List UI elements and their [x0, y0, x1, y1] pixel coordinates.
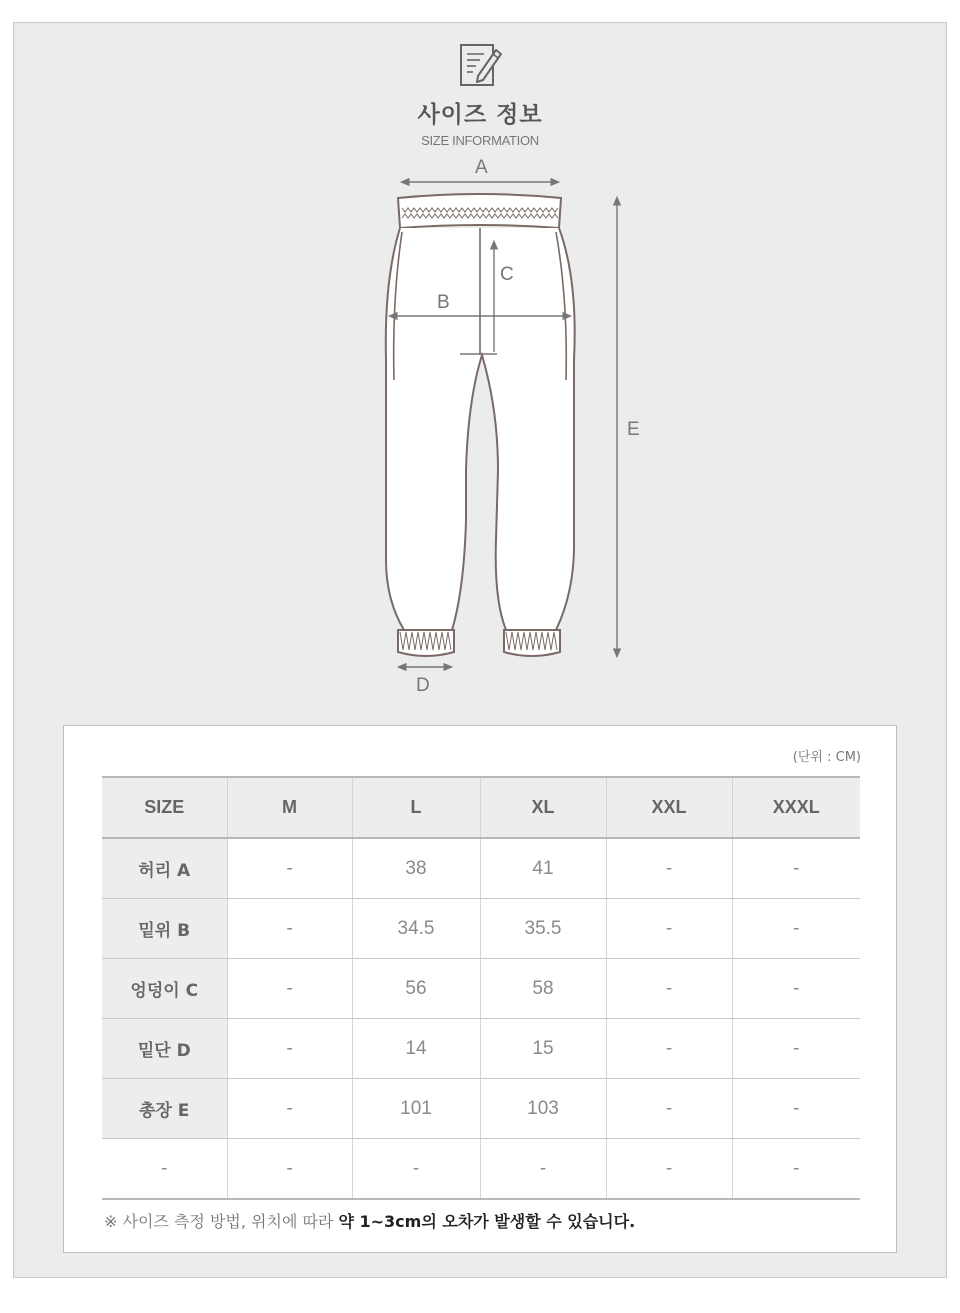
table-cell: - — [606, 899, 732, 959]
row-label: 밑위 B — [102, 899, 227, 959]
column-header: XL — [480, 777, 606, 838]
row-label: 총장 E — [102, 1079, 227, 1139]
pants-diagram — [0, 150, 960, 710]
table-cell: - — [227, 1019, 352, 1079]
column-header: M — [227, 777, 352, 838]
page-subtitle: SIZE INFORMATION — [421, 133, 539, 148]
table-cell: - — [732, 1019, 860, 1079]
unit-label: (단위 : CM) — [792, 750, 861, 765]
table-row — [102, 899, 860, 959]
table-cell: 35.5 — [480, 899, 606, 959]
table-cell: 34.5 — [352, 899, 480, 959]
table-cell: 15 — [480, 1019, 606, 1079]
table-cell: 103 — [480, 1079, 606, 1139]
table-cell: - — [732, 1079, 860, 1139]
table-row — [102, 1139, 860, 1200]
measurement-note — [104, 1209, 635, 1232]
table-cell: - — [480, 1139, 606, 1200]
page-title: 사이즈 정보 — [417, 102, 543, 128]
note-emphasis: 약 1~3cm의 오차가 발생할 수 있습니다. — [338, 1212, 636, 1231]
note-prefix: ※ 사이즈 측정 방법, 위치에 따라 — [104, 1212, 339, 1231]
table-cell: - — [606, 838, 732, 899]
measure-label-b: B — [437, 292, 450, 313]
table-row — [102, 838, 860, 899]
table-cell: - — [227, 899, 352, 959]
table-cell: - — [227, 1079, 352, 1139]
edit-document-icon — [458, 42, 504, 88]
table-cell: 58 — [480, 959, 606, 1019]
size-table — [102, 776, 860, 1200]
table-cell: - — [606, 959, 732, 1019]
table-cell: - — [606, 1139, 732, 1200]
measure-label-c: C — [500, 264, 514, 285]
table-cell: 56 — [352, 959, 480, 1019]
table-cell: 41 — [480, 838, 606, 899]
table-cell: - — [227, 1139, 352, 1200]
table-cell: - — [732, 838, 860, 899]
table-cell: - — [732, 1139, 860, 1200]
row-label: 엉덩이 C — [102, 959, 227, 1019]
table-cell: - — [732, 959, 860, 1019]
table-cell: - — [352, 1139, 480, 1200]
row-label: 허리 A — [102, 838, 227, 899]
table-cell: 101 — [352, 1079, 480, 1139]
column-header: L — [352, 777, 480, 838]
table-cell: - — [606, 1019, 732, 1079]
column-header: XXXL — [732, 777, 860, 838]
measure-label-a: A — [475, 157, 488, 178]
measure-label-e: E — [627, 419, 640, 440]
table-cell: - — [227, 838, 352, 899]
table-cell: 14 — [352, 1019, 480, 1079]
column-header: XXL — [606, 777, 732, 838]
table-row — [102, 1079, 860, 1139]
table-cell: - — [732, 899, 860, 959]
table-cell: - — [606, 1079, 732, 1139]
measure-label-d: D — [416, 675, 430, 696]
column-header: SIZE — [102, 777, 227, 838]
row-label: 밑단 D — [102, 1019, 227, 1079]
row-label: - — [102, 1139, 227, 1200]
size-table-panel — [63, 725, 897, 1253]
table-header-row — [102, 777, 860, 838]
table-row — [102, 959, 860, 1019]
table-cell: 38 — [352, 838, 480, 899]
table-row — [102, 1019, 860, 1079]
table-cell: - — [227, 959, 352, 1019]
